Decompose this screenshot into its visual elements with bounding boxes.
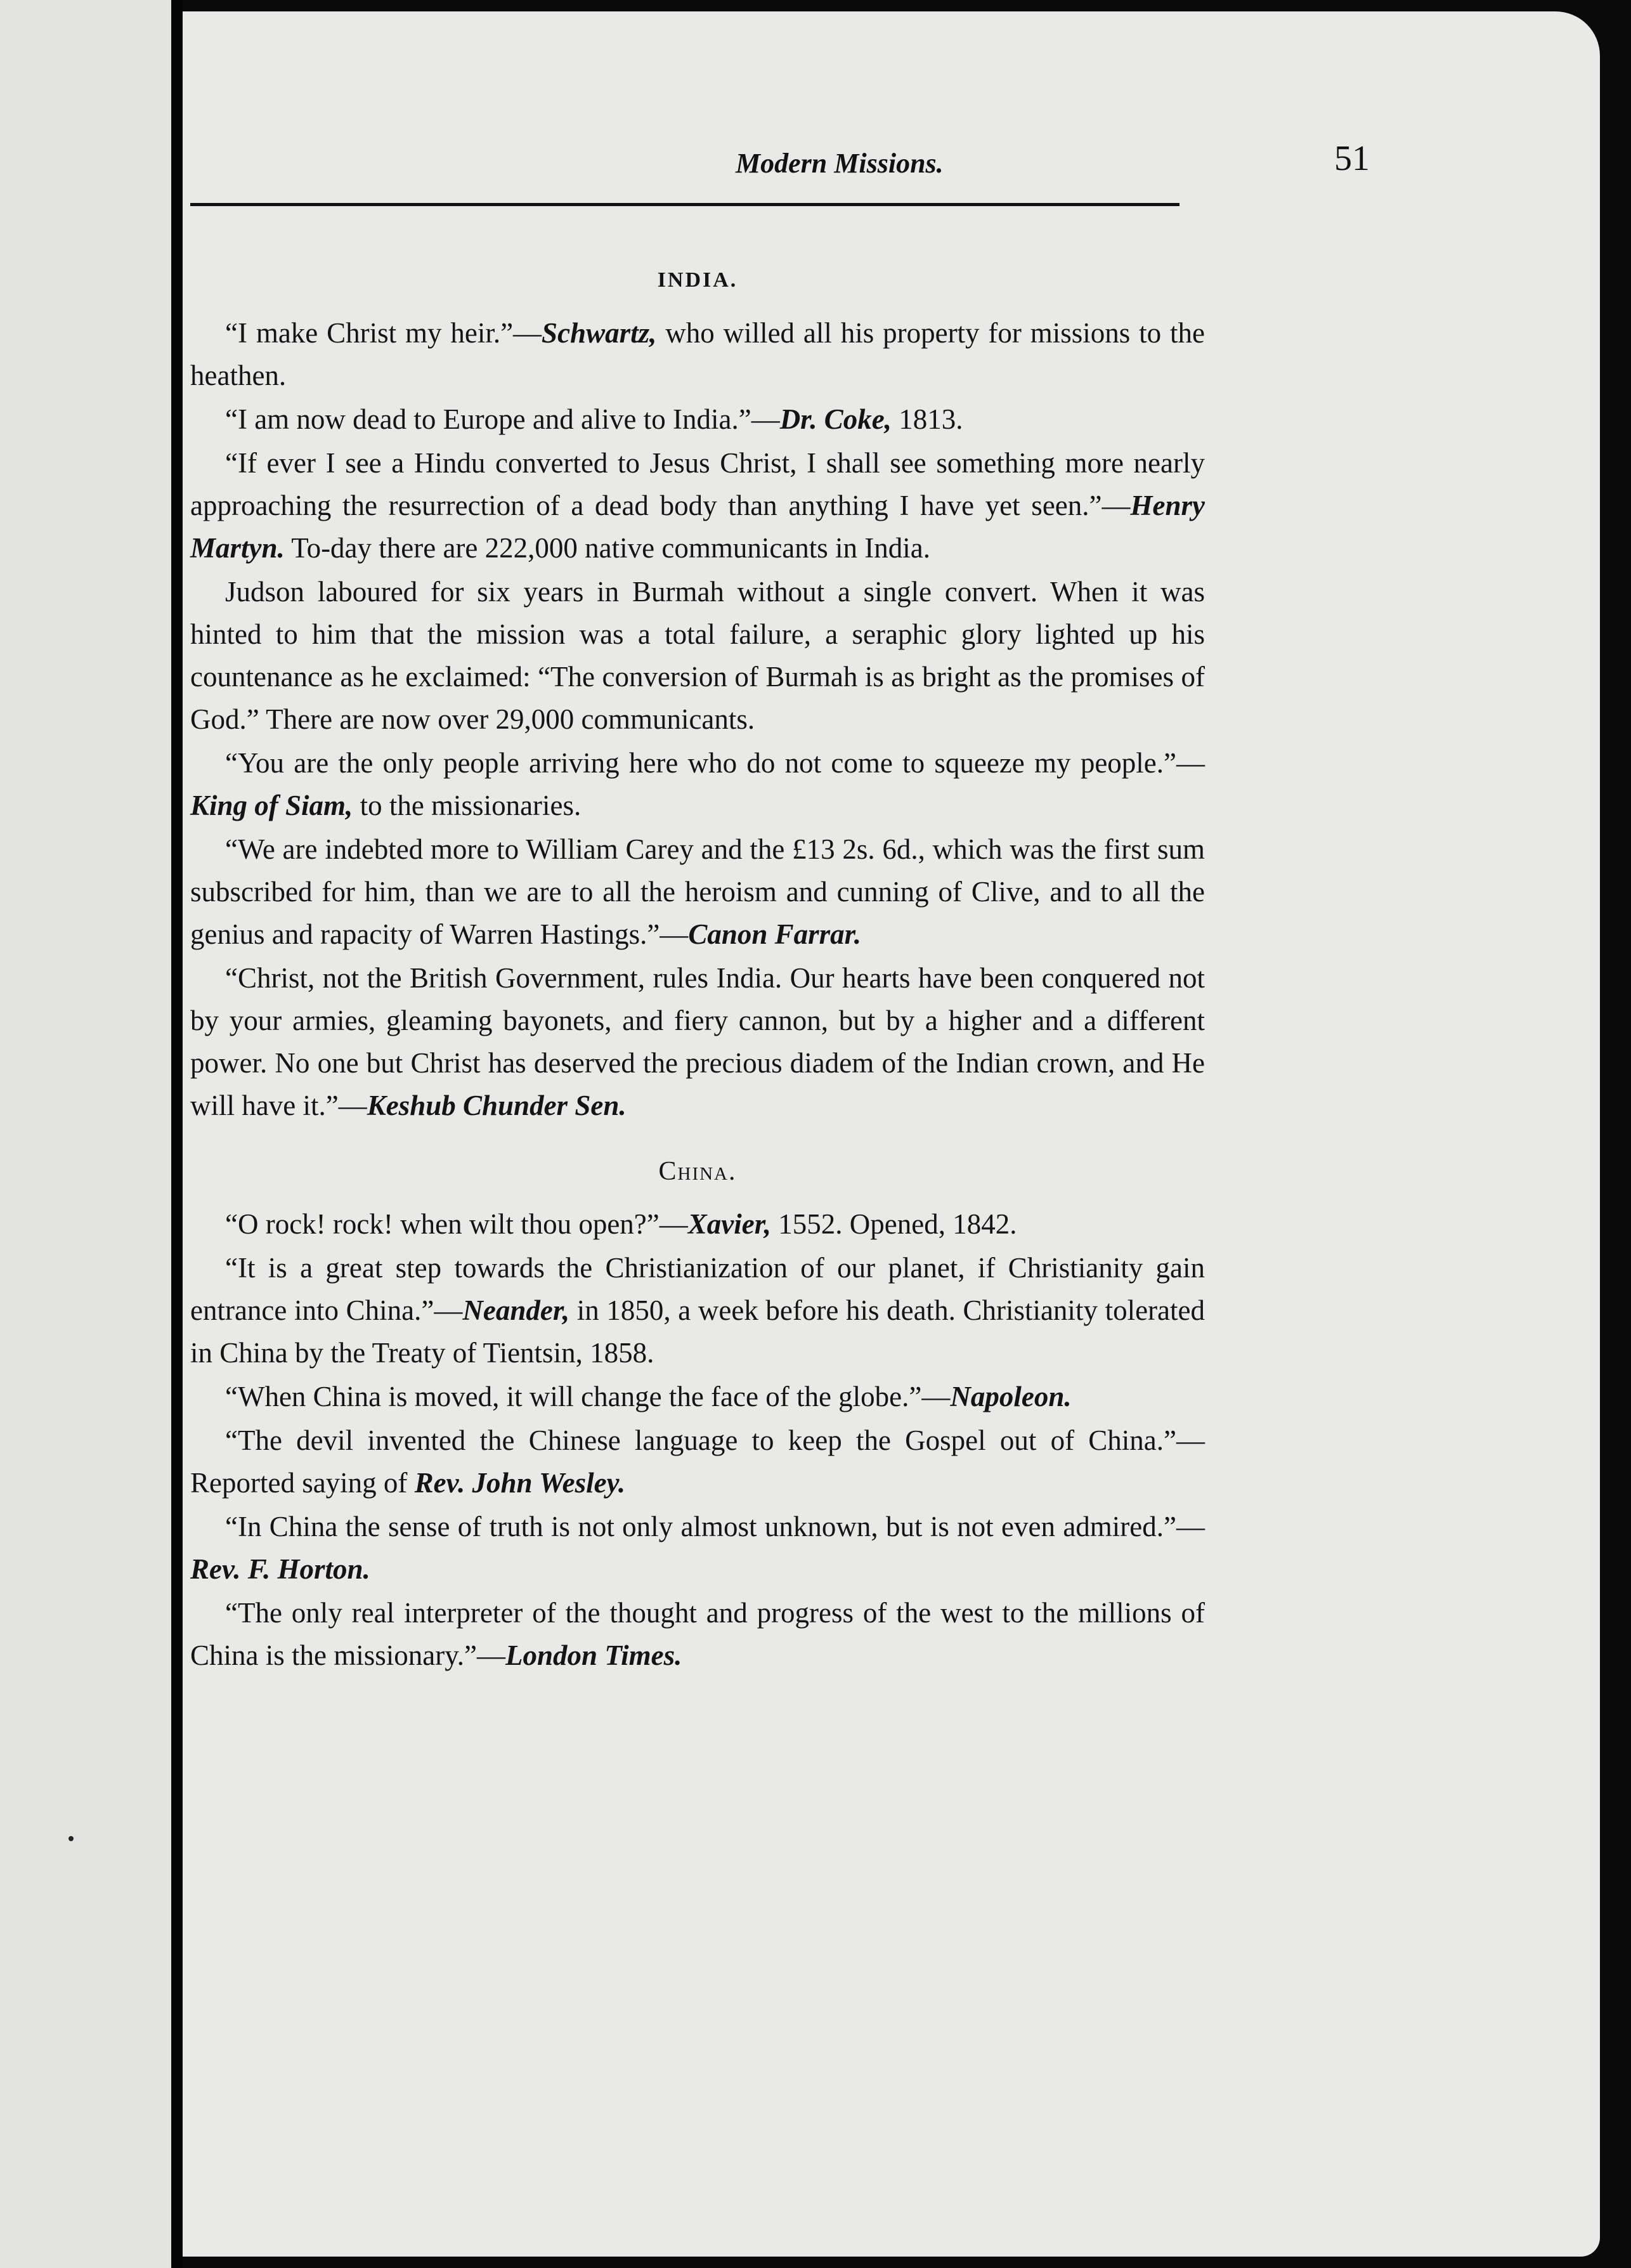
quote-author: Neander, <box>462 1294 570 1326</box>
quote-author: Dr. Coke, <box>779 403 892 435</box>
quote-author: King of Siam, <box>190 790 353 821</box>
quote-text: 1813. <box>891 403 963 435</box>
quote-author: Schwartz, <box>542 317 657 349</box>
quote-author: Canon Farrar. <box>688 918 861 950</box>
quote-paragraph <box>190 1247 1205 1374</box>
section-heading: China. <box>658 1157 737 1186</box>
page-body <box>190 266 1205 1678</box>
quote-paragraph <box>190 957 1205 1127</box>
quote-text: Judson laboured for six years in Burmah without a single convert. When it was hinted to him that the mission was a total failure, a seraphic glory lighted up his countenance as he exclaimed: “The conversion of Burmah is as bright as the promises of God.” There are now over 29,000 communicants. <box>190 576 1205 735</box>
narrative-paragraph <box>190 571 1205 741</box>
quote-text: “O rock! rock! when wilt thou open?”— <box>225 1208 688 1240</box>
quote-author: Rev. John Wesley. <box>414 1467 626 1499</box>
quote-text: “When China is moved, it will change the face of the globe.”— <box>225 1381 951 1412</box>
quote-text: “You are the only people arriving here who do not come to squeeze my people.”— <box>225 747 1205 779</box>
quote-paragraph <box>190 1506 1205 1591</box>
quote-text: “I am now dead to Europe and alive to India.”— <box>225 403 780 435</box>
ink-speck <box>68 1836 74 1841</box>
quote-paragraph <box>190 312 1205 397</box>
quote-text: to the missionaries. <box>353 790 582 821</box>
quote-author: Xavier, <box>687 1208 772 1240</box>
quote-author: London Times. <box>505 1639 682 1671</box>
quote-author: Keshub Chunder Sen. <box>367 1090 627 1121</box>
quote-author: Napoleon. <box>950 1381 1072 1412</box>
quote-text: “It is a great step towards the Christianization of our planet, if Christianity gain entrance into China.”— <box>190 1252 1205 1326</box>
header-rule <box>190 203 1179 206</box>
quote-text: “Christ, not the British Government, rules India. Our hearts have been conquered not by your armies, gleaming bayonets, and fiery cannon, but by a higher and a different power. No one but Christ has deserved the precious diadem of the Indian crown, and He will have it.”— <box>190 962 1205 1121</box>
quote-text: “The only real interpreter of the thought and progress of the west to the millions of China is the missionary.”— <box>190 1597 1205 1671</box>
quote-text: “We are indebted more to William Carey and the £13 2s. 6d., which was the first sum subscribed for him, than we are to all the heroism and cunning of Clive, and to all the genius and rapacity of Warren Hastings.”— <box>190 833 1205 950</box>
quote-paragraph <box>190 442 1205 570</box>
quote-paragraph <box>190 1203 1205 1246</box>
quote-author: Rev. F. Horton. <box>190 1553 370 1585</box>
quote-text: “I make Christ my heir.”— <box>225 317 542 349</box>
page-header <box>190 133 1370 184</box>
running-head: Modern Missions. <box>736 148 944 179</box>
quote-text: “The devil invented the Chinese language to keep the Gospel out of China.”—Reported saying of <box>190 1424 1205 1499</box>
quote-paragraph <box>190 1592 1205 1677</box>
quote-text: “If ever I see a Hindu converted to Jesus Christ, I shall see something more nearly approaching the resurrection of a dead body than anything I have yet seen.”— <box>190 447 1205 521</box>
quote-text: who willed all his property for missions to the heathen. <box>190 317 1205 391</box>
quote-paragraph <box>190 1376 1205 1418</box>
quote-paragraph <box>190 1419 1205 1504</box>
facing-page-margin <box>0 0 171 2268</box>
quote-author: Henry Martyn. <box>190 490 1205 564</box>
section-india <box>190 266 1205 1127</box>
quote-text: “In China the sense of truth is not only almost unknown, but is not even admired.”— <box>225 1511 1205 1542</box>
quote-text: 1552. Opened, 1842. <box>771 1208 1017 1240</box>
section-heading: INDIA. <box>657 268 738 292</box>
quote-paragraph <box>190 742 1205 827</box>
binding-shadow <box>171 0 183 2268</box>
quote-paragraph <box>190 398 1205 441</box>
quote-paragraph <box>190 828 1205 956</box>
quote-text: in 1850, a week before his death. Christianity tolerated in China by the Treaty of Tientsin, 1858. <box>190 1294 1205 1369</box>
page-number: 51 <box>1334 139 1370 178</box>
quote-text: To-day there are 222,000 native communicants in India. <box>284 532 930 564</box>
section-china <box>190 1157 1205 1677</box>
